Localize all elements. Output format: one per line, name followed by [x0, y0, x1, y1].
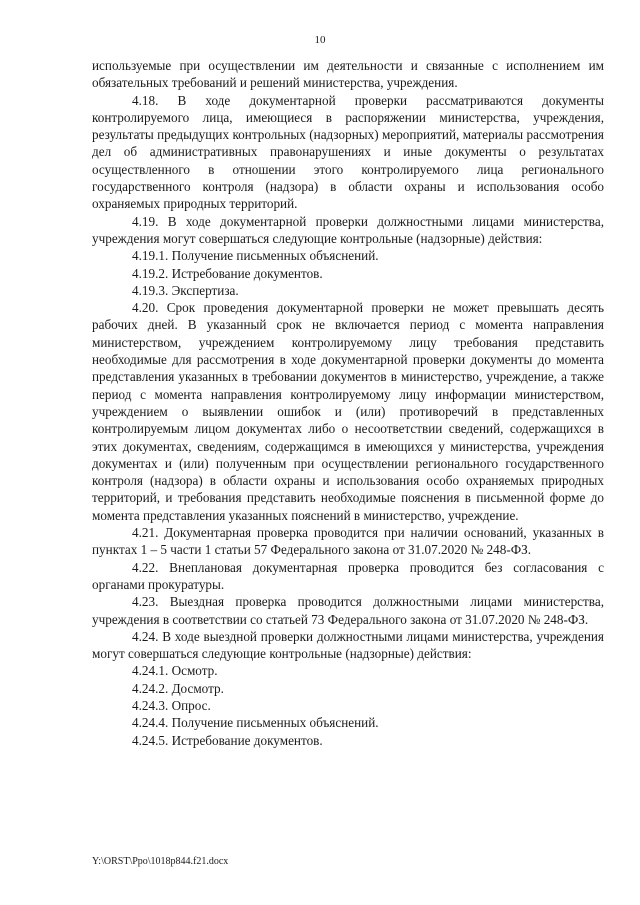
paragraph-4-24-2: 4.24.2. Досмотр.	[132, 680, 224, 696]
paragraph-4-18: 4.18. В ходе документарной проверки рассматриваются документы контролируемого лица, имеющиеся в распоряжении министерства, учреждения, результаты предыдущих контрольных (надзорных) мероприятий, материалы рассмотрения дел об административных правонарушениях и иные документы о результатах осуществленного в отношении этого контролируемого лица регионального государственного контроля (надзора) в области охраны и использования особо охраняемых природных территорий.	[92, 92, 604, 212]
paragraph-4-24-5: 4.24.5. Истребование документов.	[132, 732, 323, 748]
paragraph-4-19-1: 4.19.1. Получение письменных объяснений.	[132, 248, 379, 264]
page-number: 10	[314, 34, 326, 46]
paragraph-4-20: 4.20. Срок проведения документарной проверки не может превышать десять рабочих дней. В указанный срок не включается период с момента направления министерством, учреждением контролируемому лицу требования представить необходимые для рассмотрения в ходе документарной проверки документы до момента представления указанных в требовании документов в министерство, учреждение, а также период с момента направления контролируемому лицу информации министерством, учреждением о выявлении ошибок и (или) противоречий в представленных контролируемым лицом документах либо о несоответствии сведений, содержащихся в этих документах, сведениям, содержащимся в имеющихся у министерства, учреждения документах и (или) полученным при осуществлении регионального государственного контроля (надзора) в области охраны и использования особо охраняемых природных территорий, и требования представить необходимые пояснения в письменной форме до момента представления указанных пояснений в министерство, учреждение.	[92, 300, 604, 523]
paragraph-4-24-1: 4.24.1. Осмотр.	[132, 663, 218, 679]
paragraph-4-19-3: 4.19.3. Экспертиза.	[132, 282, 239, 298]
paragraph-4-24: 4.24. В ходе выездной проверки должностными лицами министерства, учреждения могут совершаться следующие контрольные (надзорные) действия:	[92, 628, 604, 662]
paragraph-4-23: 4.23. Выездная проверка проводится должностными лицами министерства, учреждения в соответствии со статьей 73 Федерального закона от 31.07.2020 № 248-ФЗ.	[92, 594, 604, 627]
paragraph-4-19: 4.19. В ходе документарной проверки должностными лицами министерства, учреждения могут совершаться следующие контрольные (надзорные) действия:	[92, 213, 604, 246]
paragraph-4-19-2: 4.19.2. Истребование документов.	[132, 265, 323, 281]
paragraph-4-22: 4.22. Внеплановая документарная проверка проводится без согласования с органами прокуратуры.	[92, 559, 604, 592]
paragraph-4-24-4: 4.24.4. Получение письменных объяснений.	[132, 715, 379, 731]
footer-file-path: Y:\ORST\Ppo\1018p844.f21.docx	[92, 856, 229, 867]
paragraph-continuation: используемые при осуществлении им деятельности и связанные с исполнением им обязательных требований и решений министерства, учреждения.	[92, 58, 604, 91]
document-body	[92, 57, 604, 749]
paragraph-4-21: 4.21. Документарная проверка проводится при наличии оснований, указанных в пунктах 1 – 5 части 1 статьи 57 Федерального закона от 31.07.2020 № 248-ФЗ.	[92, 525, 604, 558]
paragraph-4-24-3: 4.24.3. Опрос.	[132, 697, 211, 713]
